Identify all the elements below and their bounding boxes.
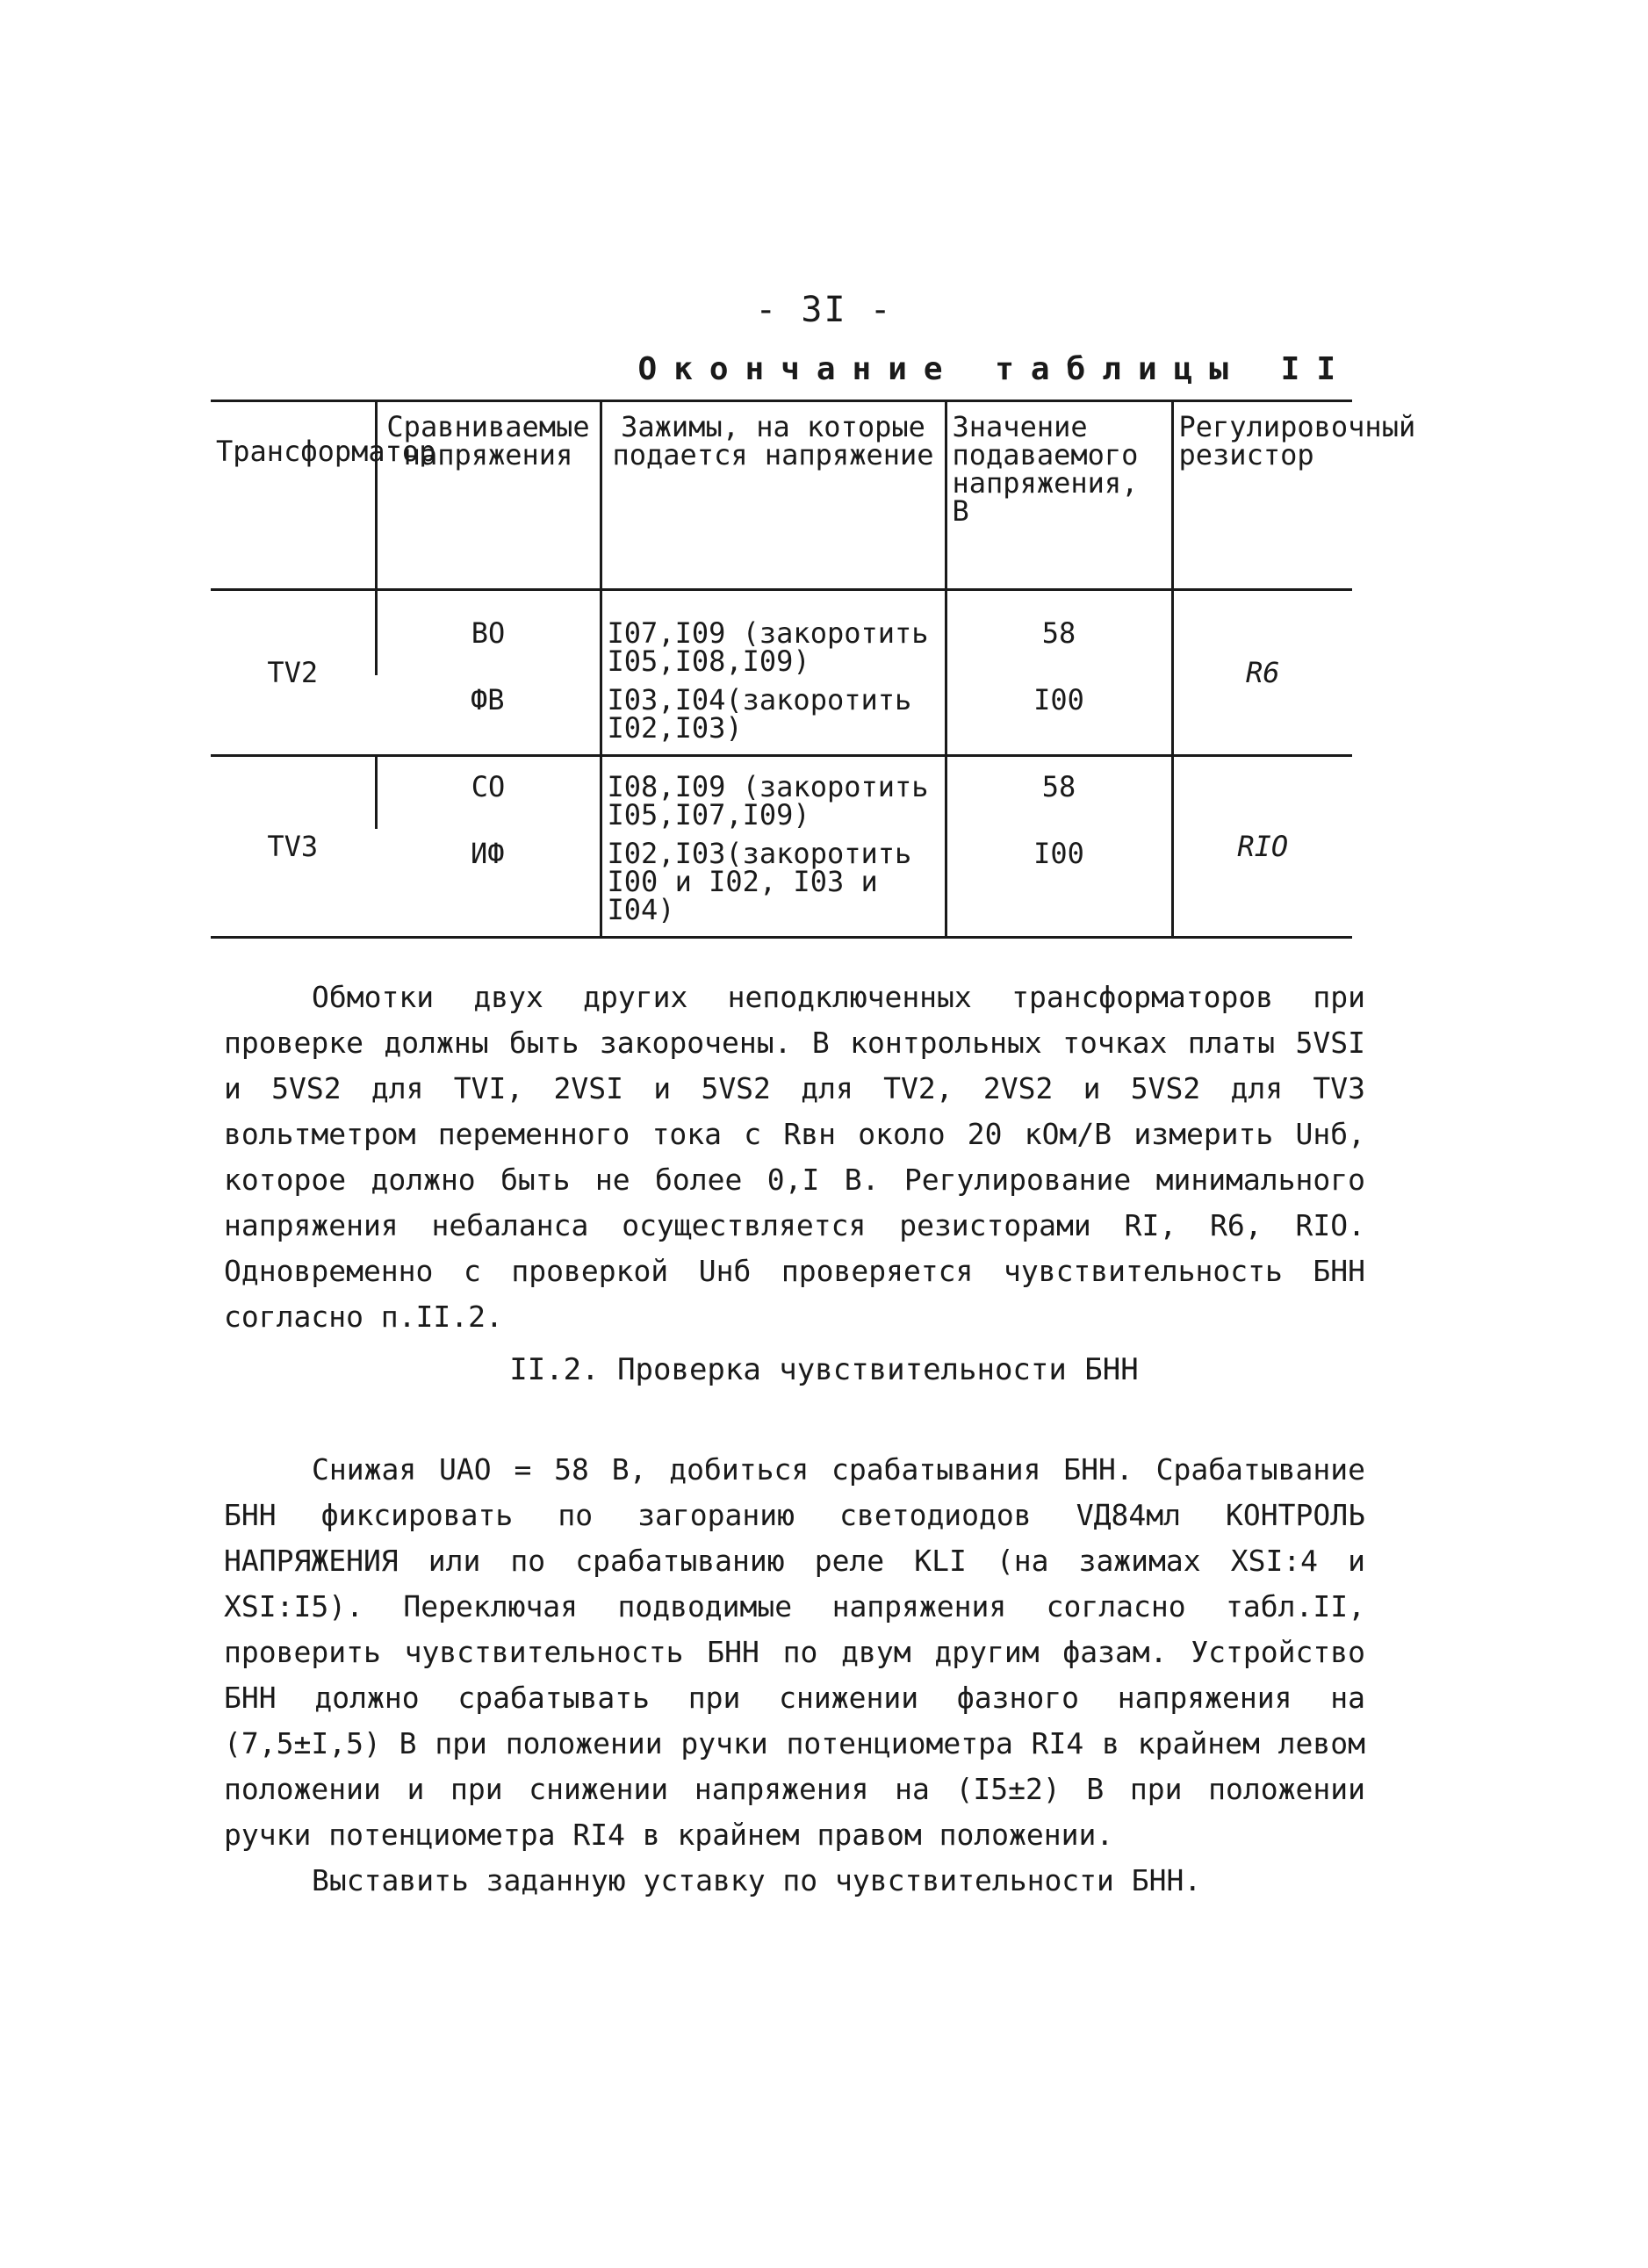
compared-cell: СО	[376, 756, 601, 830]
value-cell: I00	[946, 829, 1172, 938]
compared-cell: ИФ	[376, 829, 601, 938]
paragraph-block-1	[224, 975, 1365, 1340]
terminals-cell: I02,I03(закоротить I00 и I02, I03 и I04)	[601, 829, 946, 938]
value-cell: I00	[946, 675, 1172, 756]
paragraph-block-2	[224, 1447, 1365, 1904]
section-heading: II.2. Проверка чувствительности БНН	[509, 1352, 1139, 1387]
header-transformer: Трансформатор	[211, 401, 376, 590]
value-cell: 58	[946, 756, 1172, 830]
page-number: - 3I -	[755, 290, 893, 330]
header-terminals: Зажимы, на которые подается напряжение	[601, 401, 946, 590]
resistor-cell: R6	[1172, 590, 1352, 756]
paragraph-setpoint: Выставить заданную уставку по чувствительности БНН.	[312, 1863, 1202, 1897]
paragraph-sensitivity-check: Снижая UАО = 58 В, добиться срабатывания БНН. Срабатывание БНН фиксировать по загоранию светодиодов VД84мл КОНТРОЛЬ НАПРЯЖЕНИЯ или по срабатыванию реле KLI (на зажимах XSI:4 и XSI:I5). Переключая подводимые напряжения согласно табл.II, проверить чувствительность БНН по двум другим фазам. Устройство БНН должно срабатывать при снижении фазного напряжения на (7,5±I,5) В при положении ручки потенциометра RI4 в крайнем левом положении и при снижении напряжения на (I5±2) В при положении ручки потенциометра RI4 в крайнем правом положении.	[224, 1452, 1365, 1852]
header-resistor: Регулировочный резистор	[1172, 401, 1352, 590]
table-row	[211, 756, 1352, 830]
resistor-cell: RIO	[1172, 756, 1352, 938]
header-compared: Сравниваемые напряжения	[376, 401, 601, 590]
terminals-cell: I07,I09 (закоротить I05,I08,I09)	[601, 590, 946, 676]
transformer-cell: TV2	[211, 590, 376, 756]
settings-table	[211, 400, 1416, 939]
table-row	[211, 590, 1352, 676]
table-header-row	[211, 401, 1352, 590]
compared-cell: ФВ	[376, 675, 601, 756]
value-cell: 58	[946, 590, 1172, 676]
terminals-cell: I03,I04(закоротить I02,I03)	[601, 675, 946, 756]
transformer-cell: TV3	[211, 756, 376, 938]
compared-cell: ВО	[376, 590, 601, 676]
terminals-cell: I08,I09 (закоротить I05,I07,I09)	[601, 756, 946, 830]
paragraph-winding-check: Обмотки двух других неподключенных трансформаторов при проверке должны быть закорочены. В контрольных точках платы 5VSI и 5VS2 для TVI, 2VSI и 5VS2 для TV2, 2VS2 и 5VS2 для TV3 вольтметром переменного тока с Rвн около 20 кОм/В измерить Uнб, которое должно быть не более 0,I В. Регулирование минимального напряжения небаланса осуществляется резисторами RI, R6, RIO. Одновременно с проверкой Uнб проверяется чувствительность БНН согласно п.II.2.	[224, 980, 1365, 1334]
table-caption: Окончание таблицы II	[637, 351, 1352, 387]
header-value: Значение подаваемого напряжения, В	[946, 401, 1172, 590]
